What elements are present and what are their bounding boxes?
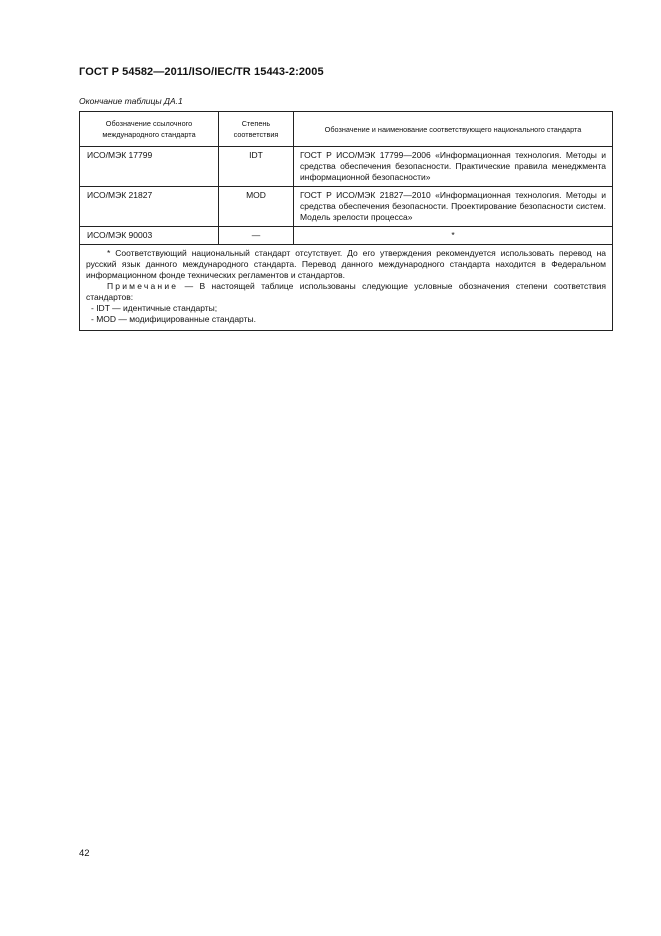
table-row — [80, 147, 613, 187]
cell-degree: IDT — [219, 147, 294, 187]
column-header-degree: Степень соответствия — [219, 112, 294, 147]
cell-intl: ИСО/МЭК 90003 — [80, 227, 219, 245]
column-header-intl: Обозначение ссылочного международного стандарта — [80, 112, 219, 147]
note-item-mod: - MOD — модифицированные стандарты. — [91, 314, 256, 324]
table-row — [80, 227, 613, 245]
table-header-row — [80, 112, 613, 147]
table-notes-row — [80, 245, 613, 331]
note — [86, 281, 606, 303]
table-row — [80, 187, 613, 227]
cell-national: * — [294, 227, 613, 245]
footnote: * Соответствующий национальный стандарт отсутствует. До его утверждения рекомендуется использовать перевод на русский язык данного международного стандарта. Перевод данного международного стандарта находится в Федеральном информационном фонде технических регламентов и стандартов. — [86, 248, 606, 280]
note-item-idt: - IDT — идентичные стандарты; — [91, 303, 218, 313]
cell-intl: ИСО/МЭК 17799 — [80, 147, 219, 187]
page-number: 42 — [79, 848, 90, 859]
note-text: — В настоящей таблице использованы следующие условные обозначения степени соответствия стандартов: — [86, 281, 606, 302]
document-header: ГОСТ Р 54582—2011/ISO/IEC/TR 15443-2:2005 — [79, 66, 324, 78]
cell-degree: — — [219, 227, 294, 245]
cell-national: ГОСТ Р ИСО/МЭК 17799—2006 «Информационная технология. Методы и средства обеспечения безопасности. Практические правила менеджмента информационной безопасности» — [294, 147, 613, 187]
note-label: Примечание — [107, 281, 179, 291]
cell-national: ГОСТ Р ИСО/МЭК 21827—2010 «Информационная технология. Методы и средства обеспечения безопасности. Проектирование безопасности систем. Модель зрелости процесса» — [294, 187, 613, 227]
standards-table — [79, 111, 613, 331]
cell-intl: ИСО/МЭК 21827 — [80, 187, 219, 227]
column-header-national: Обозначение и наименование соответствующего национального стандарта — [294, 112, 613, 147]
cell-degree: MOD — [219, 187, 294, 227]
table-caption: Окончание таблицы ДА.1 — [79, 96, 183, 106]
notes-cell — [80, 245, 613, 331]
